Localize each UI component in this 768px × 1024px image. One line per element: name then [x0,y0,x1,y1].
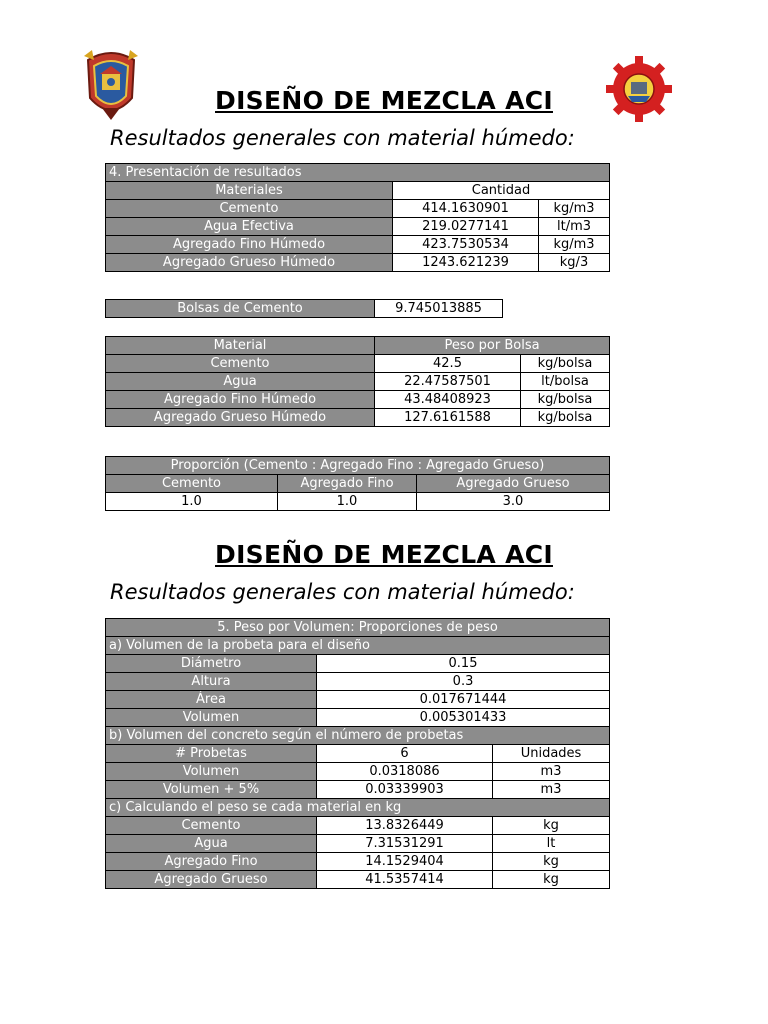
section-heading-a: a) Volumen de la probeta para el diseño [106,637,610,655]
material-weight: 14.1529404 [317,853,493,871]
material-quantity: 219.0277141 [393,218,539,236]
material-name: Agregado Fino [106,853,317,871]
material-name: Agua [106,373,375,391]
material-name: Agua Efectiva [106,218,393,236]
parameter-unit: m3 [493,763,610,781]
column-header: Materiales [106,182,393,200]
parameter-value: 0.017671444 [317,691,610,709]
parameter-unit: m3 [493,781,610,799]
table-row [106,619,610,637]
column-header: Peso por Bolsa [375,337,610,355]
page-subtitle-1: Resultados generales con material húmedo: [110,126,575,150]
table-row [106,164,610,182]
table-row [106,673,610,691]
material-weight: 41.5357414 [317,871,493,889]
table-row [106,475,610,493]
material-unit: kg [493,871,610,889]
column-header: Material [106,337,375,355]
bag-unit: lt/bolsa [521,373,610,391]
material-name: Cemento [106,817,317,835]
bag-unit: kg/bolsa [521,391,610,409]
parameter-value: 6 [317,745,493,763]
table-row [106,409,610,427]
material-weight: 7.31531291 [317,835,493,853]
page-title-2: DISEÑO DE MEZCLA ACI [215,540,553,569]
proportion-value: 1.0 [106,493,278,511]
table-row [106,637,610,655]
bag-weight: 42.5 [375,355,521,373]
table-row [106,763,610,781]
parameter-value: 0.03339903 [317,781,493,799]
volume-caption: 5. Peso por Volumen: Proporciones de peso [106,619,610,637]
material-name: Agregado Fino Húmedo [106,236,393,254]
weight-by-volume-table [105,618,610,889]
proportion-table [105,456,610,511]
parameter-name: Volumen + 5% [106,781,317,799]
table-row [106,391,610,409]
table-row [106,254,610,272]
results-caption: 4. Presentación de resultados [106,164,610,182]
table-row [106,373,610,391]
cement-bags-value: 9.745013885 [375,300,503,318]
table-row [106,355,610,373]
table-row [106,871,610,889]
material-name: Agregado Grueso Húmedo [106,409,375,427]
section-heading-b: b) Volumen del concreto según el número de probetas [106,727,610,745]
material-unit: lt [493,835,610,853]
bag-unit: kg/bolsa [521,409,610,427]
parameter-name: Diámetro [106,655,317,673]
parameter-value: 0.15 [317,655,610,673]
material-unit: lt/m3 [539,218,610,236]
column-header: Agregado Fino [278,475,417,493]
proportion-value: 1.0 [278,493,417,511]
material-unit: kg/m3 [539,200,610,218]
table-row [106,835,610,853]
table-row [106,218,610,236]
bag-unit: kg/bolsa [521,355,610,373]
page-title-1: DISEÑO DE MEZCLA ACI [215,86,553,115]
parameter-value: 0.0318086 [317,763,493,781]
table-row [106,337,610,355]
column-header: Cantidad [393,182,610,200]
table-row [106,853,610,871]
table-row [106,300,503,318]
parameter-unit: Unidades [493,745,610,763]
table-row [106,457,610,475]
table-row [106,200,610,218]
table-row [106,655,610,673]
material-quantity: 423.7530534 [393,236,539,254]
parameter-name: Altura [106,673,317,691]
parameter-value: 0.005301433 [317,709,610,727]
material-unit: kg/3 [539,254,610,272]
parameter-name: Volumen [106,763,317,781]
proportion-caption: Proporción (Cemento : Agregado Fino : Agregado Grueso) [106,457,610,475]
cement-bags-table [105,299,503,318]
material-name: Cemento [106,355,375,373]
table-row [106,182,610,200]
page-subtitle-2: Resultados generales con material húmedo: [110,580,575,604]
proportion-value: 3.0 [417,493,610,511]
table-row [106,799,610,817]
material-quantity: 414.1630901 [393,200,539,218]
table-row [106,727,610,745]
parameter-name: # Probetas [106,745,317,763]
parameter-name: Volumen [106,709,317,727]
bag-weight: 22.47587501 [375,373,521,391]
table-row [106,817,610,835]
table-row [106,691,610,709]
column-header: Cemento [106,475,278,493]
material-unit: kg [493,817,610,835]
material-name: Agregado Grueso Húmedo [106,254,393,272]
material-name: Agregado Fino Húmedo [106,391,375,409]
parameter-value: 0.3 [317,673,610,691]
material-unit: kg/m3 [539,236,610,254]
material-name: Agua [106,835,317,853]
material-name: Agregado Grueso [106,871,317,889]
material-unit: kg [493,853,610,871]
section-heading-c: c) Calculando el peso se cada material en kg [106,799,610,817]
parameter-name: Área [106,691,317,709]
results-table [105,163,610,272]
cement-bags-label: Bolsas de Cemento [106,300,375,318]
material-name: Cemento [106,200,393,218]
material-quantity: 1243.621239 [393,254,539,272]
table-row [106,781,610,799]
table-row [106,709,610,727]
weight-per-bag-table [105,336,610,427]
column-header: Agregado Grueso [417,475,610,493]
bag-weight: 127.6161588 [375,409,521,427]
table-row [106,236,610,254]
table-row [106,493,610,511]
table-row [106,745,610,763]
material-weight: 13.8326449 [317,817,493,835]
bag-weight: 43.48408923 [375,391,521,409]
